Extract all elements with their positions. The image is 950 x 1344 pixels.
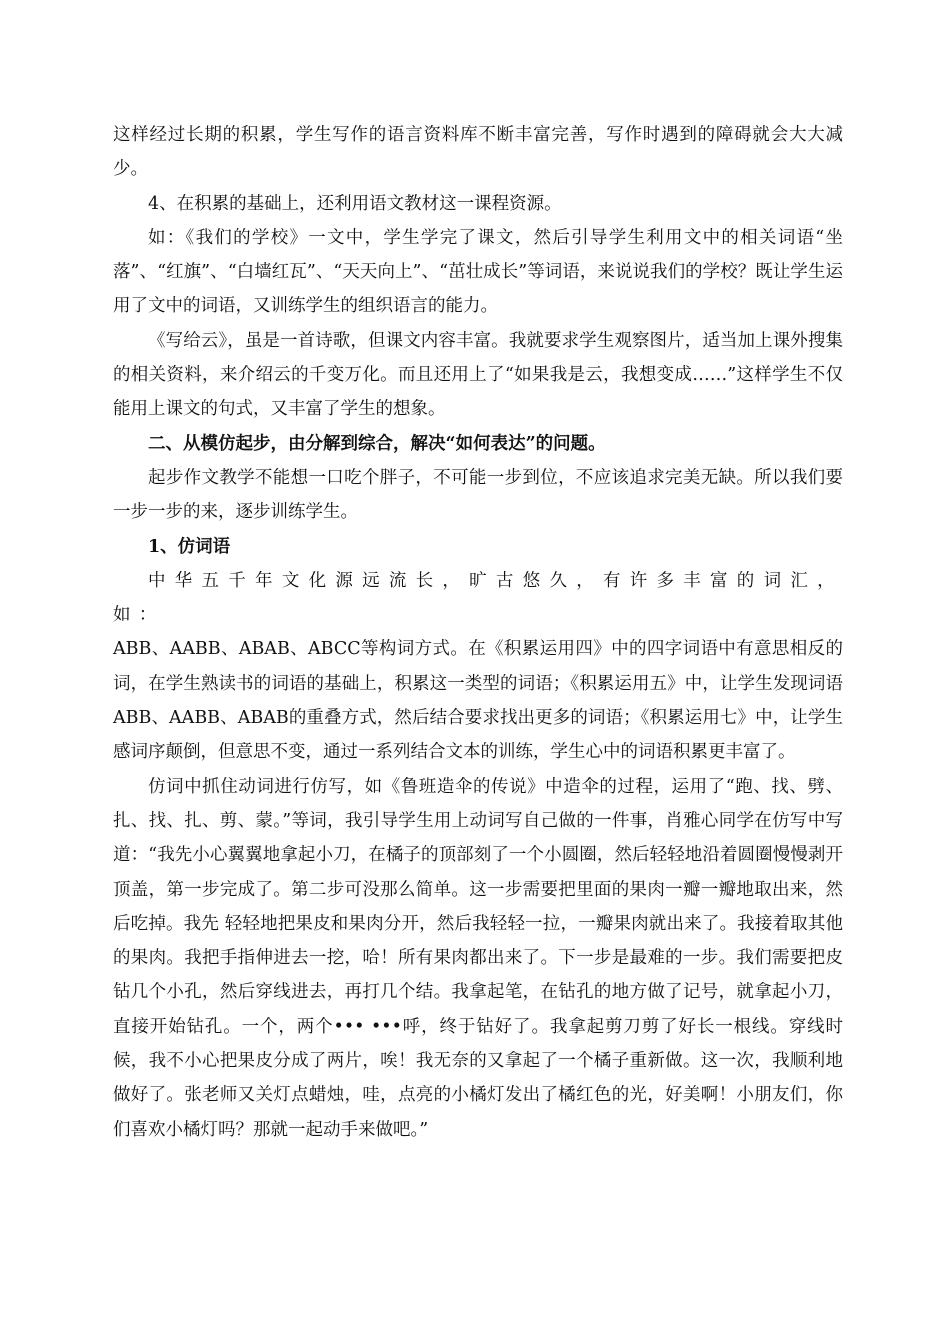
section-heading-2: 二、从模仿起步，由分解到综合，解决“如何表达”的问题。: [148, 433, 606, 454]
paragraph-vocabulary-intro: 中华五千年文化源远流长，旷古悠久，有许多丰富的词汇，如：: [113, 570, 843, 626]
paragraph-step-by-step: 起步作文教学不能想一口吃个胖子，不可能一步到位，不应该追求完美无缺。所以我们要一步一步的来，逐步训练学生。: [113, 467, 843, 523]
subheading-imitate-words: 1、仿词语: [148, 536, 231, 557]
paragraph-example-cloud: 《写给云》，虽是一首诗歌，但课文内容丰富。我就要求学生观察图片，适当加上课外搜集的相关资料，来介绍云的千变万化。而且还用上了“如果我是云，我想变成……”这样学生不仅能用上课文的句式，又丰富了学生的想象。: [113, 330, 843, 420]
paragraph-point-4: 4、在积累的基础上，还利用语文教材这一课程资源。: [148, 193, 562, 214]
document-page: [113, 118, 843, 1147]
paragraph-continuation: 这样经过长期的积累，学生写作的语言资料库不断丰富完善，写作时遇到的障碍就会大大减少。: [113, 125, 843, 180]
paragraph-word-patterns: ABB、AABB、ABAB、ABCC等构词方式。在《积累运用四》中的四字词语中有意思相反的词，在学生熟读书的词语的基础上，积累这一类型的词语；《积累运用五》中，让学生发现词语ABB、AABB、ABAB的重叠方式，然后结合要求找出更多的词语；《积累运用七》中，让学生感词序颠倒，但意思不变，通过一系列结合文本的训练，学生心中的词语积累更丰富了。: [113, 639, 843, 763]
paragraph-verb-imitation: 仿词中抓住动词进行仿写，如《鲁班造伞的传说》中造伞的过程，运用了“跑、找、劈、扎、找、扎、剪、蒙。”等词，我引导学生用上动词写自己做的一件事，肖雅心同学在仿写中写道：“我先小心翼翼地拿起小刀，在橘子的顶部刻了一个小圆圈，然后轻轻地沿着圆圈慢慢剥开顶盖，第一步完成了。第二步可没那么简单。这一步需要把里面的果肉一瓣一瓣地取出来，然后吃掉。我先 轻轻地把果皮和果肉分开，然后我轻轻一拉，一瓣果肉就出来了。我接着取其他的果肉。我把手指伸进去一挖，哈！所有果肉都出来了。下一步是最难的一步。我们需要把皮钻几个小孔，然后穿线进去，再打几个结。我拿起笔，在钻孔的地方做了记号，就拿起小刀，直接开始钻孔。一个，两个••• •••呼，终于钻好了。我拿起剪刀剪了好长一根线。穿线时候，我不小心把果皮分成了两片，唉！我无奈的又拿起了一个橘子重新做。这一次，我顺利地做好了。张老师又关灯点蜡烛，哇，点亮的小橘灯发出了橘红色的光，好美啊！小朋友们，你们喜欢小橘灯吗？那就一起动手来做吧。”: [113, 776, 843, 1140]
paragraph-example-school: 如：《我们的学校》一文中，学生学完了课文，然后引导学生利用文中的相关词语“坐落”、“红旗”、“白墙红瓦”、“天天向上”、“茁壮成长”等词语，来说说我们的学校？既让学生运用了文中的词语，又训练学生的组织语言的能力。: [113, 227, 843, 317]
